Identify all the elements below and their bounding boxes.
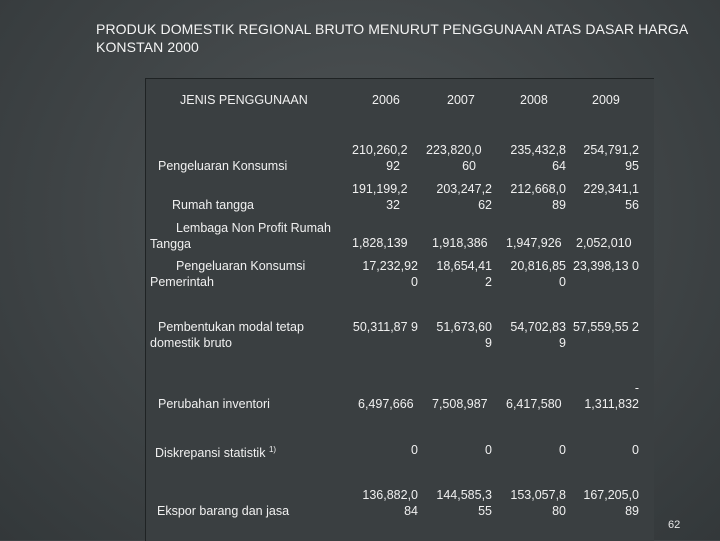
- cell-2009: 57,559,55 2: [572, 320, 639, 334]
- page-title: PRODUK DOMESTIK REGIONAL BRUTO MENURUT PENGGUNAAN ATAS DASAR HARGA KONSTAN 2000: [96, 21, 688, 55]
- cell-2006: 191,199,2 32: [352, 182, 408, 212]
- cell-2007: 223,820,0 60: [426, 143, 482, 173]
- cell-2007: 18,654,41 2: [436, 259, 492, 289]
- header-category: JENIS PENGGUNAAN: [180, 93, 308, 107]
- header-year-2009: 2009: [592, 93, 620, 107]
- cell-2009: 0: [632, 443, 639, 457]
- cell-2008: 235,432,8 64: [510, 143, 566, 173]
- cell-2009: 167,205,0 89: [583, 488, 639, 518]
- cell-2007: 7,508,987: [432, 397, 488, 411]
- cell-2009: 2,052,010: [576, 236, 632, 250]
- cell-2007: 1,918,386: [432, 236, 488, 250]
- cell-2006: 50,311,87 9: [352, 320, 418, 334]
- cell-2006: 210,260,2 92: [352, 143, 408, 173]
- cell-2006: 1,828,139: [352, 236, 408, 250]
- header-year-2008: 2008: [520, 93, 548, 107]
- cell-2008: 153,057,8 80: [510, 488, 566, 518]
- row-label: Ekspor barang dan jasa: [157, 504, 290, 518]
- header-year-2007: 2007: [447, 93, 475, 107]
- row-label: Rumah tangga: [172, 198, 255, 212]
- row-label: [155, 442, 276, 461]
- cell-2008: 0: [559, 443, 566, 457]
- header-year-2006: 2006: [372, 93, 400, 107]
- cell-2007: 0: [485, 443, 492, 457]
- cell-2007: 51,673,60 9: [436, 320, 492, 350]
- row-label: Lembaga Non Profit Rumah Tangga: [150, 221, 331, 251]
- cell-2007: 144,585,3 55: [436, 488, 492, 518]
- cell-2009: - 1,311,832: [584, 381, 639, 411]
- cell-2006: 6,497,666: [358, 397, 414, 411]
- row-label: Pengeluaran Konsumsi: [158, 159, 288, 173]
- row-label-text: Diskrepansi statistik: [155, 446, 266, 461]
- cell-2006: 136,882,0 84: [362, 488, 418, 518]
- cell-2008: 212,668,0 89: [510, 182, 566, 212]
- cell-2009: 229,341,1 56: [583, 182, 639, 212]
- cell-2008: 6,417,580: [506, 397, 562, 411]
- cell-2008: 54,702,83 9: [510, 320, 566, 350]
- cell-2009: 23,398,13 0: [572, 259, 639, 273]
- row-label: Perubahan inventori: [158, 397, 270, 411]
- row-label: Pembentukan modal tetap domestik bruto: [150, 320, 304, 350]
- cell-2008: 1,947,926: [506, 236, 562, 250]
- cell-2006: 17,232,92 0: [362, 259, 418, 289]
- cell-2009: 254,791,2 95: [583, 143, 639, 173]
- footnote-marker: 1): [268, 445, 277, 454]
- row-label: Pengeluaran Konsumsi Pemerintah: [150, 259, 306, 289]
- cell-2006: 0: [411, 443, 418, 457]
- cell-2008: 20,816,85 0: [510, 259, 566, 289]
- cell-2007: 203,247,2 62: [436, 182, 492, 212]
- page-number: 62: [668, 519, 681, 531]
